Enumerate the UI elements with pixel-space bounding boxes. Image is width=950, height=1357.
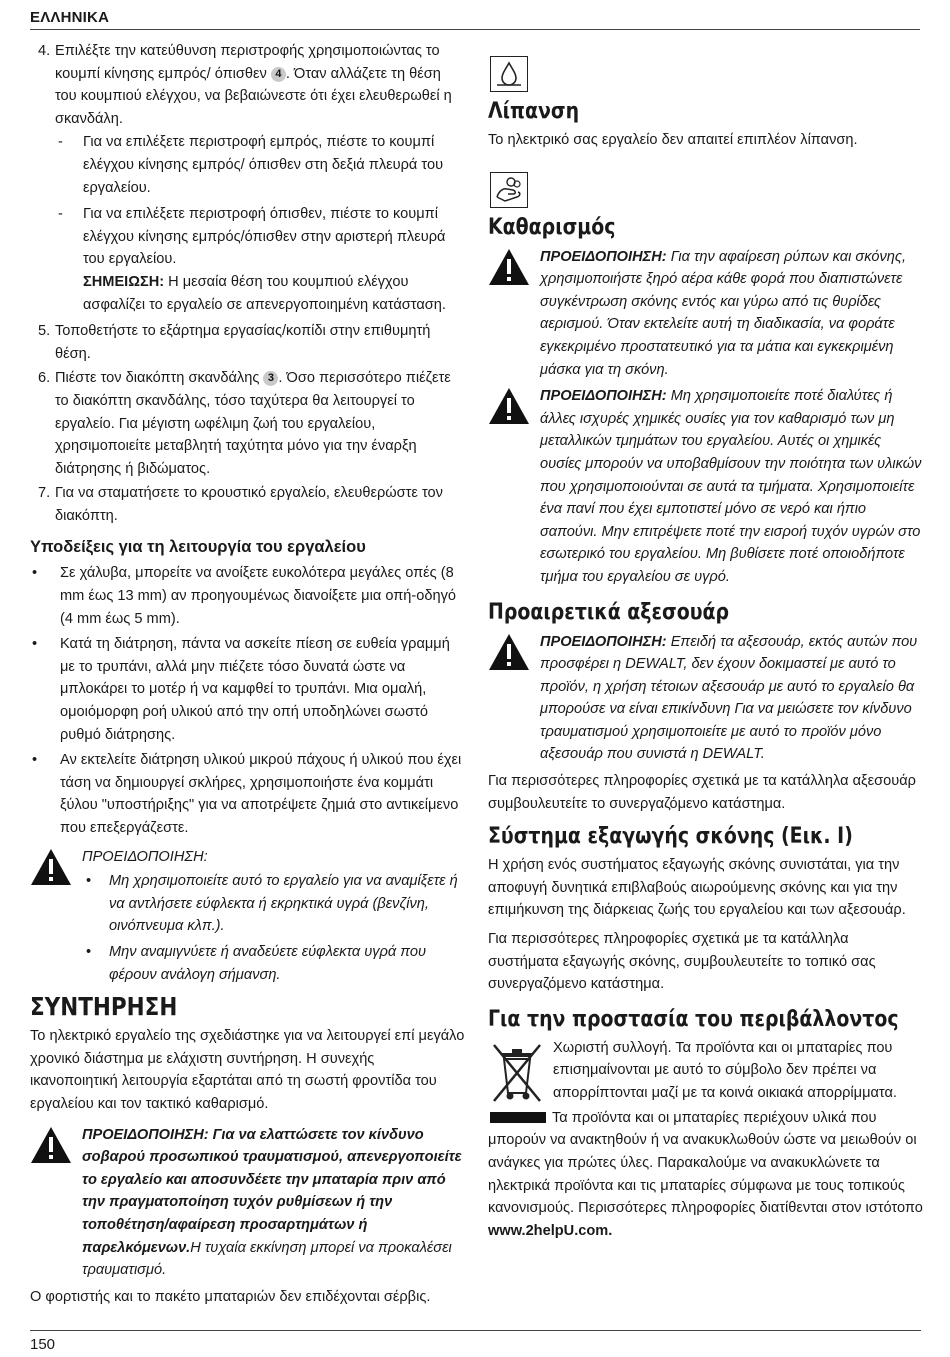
warning-accessories: ΠΡΟΕΙΔΟΠΟΙΗΣΗ: Επειδή τα αξεσουάρ, εκτός αυτών που προσφέρει η DEWALT, δεν έχουν δοκιμαστεί με αυτό το προϊόν, η χρήση τέτοιων αξεσουάρ με αυτό το εργαλείο θα μπορούσε να είναι επικίνδυνη Για να μειώσετε τον κίνδυνο τραυματισμού χρησιμοποιείτε με αυτό το προϊόν μόνο αξεσουάρ που συνιστά η DEWALT.	[488, 631, 923, 767]
environment-heading: Για την προστασία του περιβάλλοντος	[488, 1006, 899, 1032]
warning-triangle-icon	[488, 248, 530, 286]
step-6: 6. Πιέστε τον διακόπτη σκανδάλης 3 . Όσο περισσότερο πιέζετε το διακόπτη σκανδάλης, τόσο ταχύτερα θα λειτουργεί το εργαλείο. Για μέγιστη ωφέλιμη ζωή του εργαλείου, χρησιμοποιείτε μεταβλητή ταχύτητα μόνο για την έναρξη διάτρησης ή βιδώματος.	[38, 370, 451, 477]
recycling-text: Τα προϊόντα και οι μπαταρίες περιέχουν υλικά που μπορούν να ανακτηθούν ή να ανακυκλωθούν ώστε να μειωθούν οι ανάγκες για πρώτες ύλες. Παρακαλούμε να ανακυκλώνετε τα ηλεκτρικά προϊόντα και τις μπαταρίες σύμφωνα με τους τοπικούς κανονισμούς. Περισσότερες πληροφορίες διατίθενται στον ιστότοπο www.2helpU.com.	[488, 1109, 923, 1239]
list-item: • Κατά τη διάτρηση, πάντα να ασκείτε πίεση σε ευθεία γραμμή με το τρυπάνι, αλλά μην πιέζετε τόσο δυνατά ώστε να μπλοκάρει το μοτέρ ή να καμφθεί το τρυπάνι. Μια ομαλή, ομοιόμορφη ροή υλικού από την οπή υποδηλώνει σωστό ρυθμό διάτρησης.	[32, 636, 450, 743]
warning-compressed-air: ΠΡΟΕΙΔΟΠΟΙΗΣΗ: Για την αφαίρεση ρύπων και σκόνης, χρησιμοποιήστε ξηρό αέρα κάθε φορά που διαπιστώνετε συγκέντρωση σκόνης εντός και γύρω από τις θυρίδες αερισμού. Όταν εκτελείτε αυτή τη διαδικασία, να φοράτε εγκεκριμένο προστατευτικό για τα μάτια και εγκεκριμένη μάσκα για τη σκόνη.	[488, 246, 923, 382]
dust-text-1: Η χρήση ενός συστήματος εξαγωγής σκόνης συνιστάται, για την αποφυγή δυνητικά επιβλαβούς αιωρούμενης σκόνης και για την επιμήκυνση της διάρκειας ζωής του εργαλείου και των αξεσουάρ.	[488, 857, 906, 919]
dust-extraction-heading: Σύστημα εξαγωγής σκόνης (Εικ. I)	[488, 824, 853, 850]
dash-item-forward: - Για να επιλέξετε περιστροφή εμπρός, πιέστε το κουμπί ελέγχου κίνησης εμπρός/ όπισθεν στη δεξιά πλευρά του εργαλείου.	[58, 134, 444, 196]
note: ΣΗΜΕΙΩΣΗ: Η μεσαία θέση του κουμπιού ελέγχου ασφαλίζει το εργαλείο σε απενεργοποιημένη κατάσταση.	[83, 273, 446, 313]
dash-item-reverse: - Για να επιλέξετε περιστροφή όπισθεν, πιέστε το κουμπί ελέγχου κίνησης εμπρός/όπισθεν στην αριστερή πλευρά του εργαλείου.	[58, 206, 446, 268]
warning-disconnect: ΠΡΟΕΙΔΟΠΟΙΗΣΗ: Για να ελαττώσετε τον κίνδυνο σοβαρού προσωπικού τραυματισμού, απενεργοποιείτε το εργαλείο και αποσυνδέετε την μπαταρία πριν από την πραγματοποίηση τυχόν ρυθμίσεων ή την τοποθέτηση/αφαίρεση προσαρτημάτων ή παρελκόμενων.Η τυχαία εκκίνηση μπορεί να προκαλέσει τραυματισμό.	[30, 1124, 465, 1282]
hints-heading: Υποδείξεις για τη λειτουργία του εργαλείου	[30, 538, 366, 557]
weee-notice: Χωριστή συλλογή. Τα προϊόντα και οι μπαταρίες που επισημαίνονται με αυτό το σύμβολο δεν πρέπει να απορρίπτονται μαζί με τα κοινά οικιακά απορρίμματα.	[488, 1037, 923, 1107]
reference-callout: 4	[271, 67, 286, 82]
crossed-out-bin-icon	[488, 1039, 546, 1105]
list-item: • Αν εκτελείτε διάτρηση υλικού μικρού πάχους ή υλικού που έχει τάση να δημιουργεί σκλήρες, χρησιμοποιήστε ένα κομμάτι ξύλου "υποστήριξης" για να αποτρέψετε ζημιά στο αντικείμενο που επεξεργάζεστε.	[32, 752, 462, 836]
footer-divider	[30, 1330, 921, 1331]
website-link[interactable]: www.2helpU.com.	[488, 1222, 613, 1239]
dust-text-2: Για περισσότερες πληροφορίες σχετικά με τα κατάλληλα συστήματα εξαγωγής σκόνης, συμβουλευτείτε το τοπικό σας συνεργαζόμενο κατάστημα.	[488, 931, 876, 993]
warning-triangle-icon	[30, 1126, 72, 1164]
list-item: • Σε χάλυβα, μπορείτε να ανοίξετε ευκολότερα μεγάλες οπές (8 mm έως 13 mm) αν προηγουμένως διανοίξετε μια οπή-οδηγό (4 mm έως 5 mm).	[32, 565, 457, 627]
maintenance-text: Το ηλεκτρικό εργαλείο της σχεδιάστηκε για να λειτουργεί επί μεγάλο χρονικό διάστημα με ελάχιστη συντήρηση. Η συνεχής ικανοποιητική λειτουργία εξαρτάται από τη σωστή φροντίδα του εργαλείου και τον τακτικό καθαρισμό.	[30, 1028, 465, 1112]
warning-triangle-icon	[488, 387, 530, 425]
cleaning-heading: Καθαρισμός	[488, 214, 616, 240]
accessories-heading: Προαιρετικά αξεσουάρ	[488, 599, 730, 625]
warning-triangle-icon	[488, 633, 530, 671]
left-column	[30, 40, 465, 1308]
warning-solvents: ΠΡΟΕΙΔΟΠΟΙΗΣΗ: Μη χρησιμοποιείτε ποτέ διαλύτες ή άλλες ισχυρές χημικές ουσίες για τον καθαρισμό των μη μεταλλικών τμημάτων του εργαλείου. Αυτές οι χημικές ουσίες μπορούν να υποβαθμίσουν την ποιότητα των υλικών που χρησιμοποιούνται σε αυτά τα τμήματα. Χρησιμοποιείτε ένα πανί που έχει εμποτιστεί μόνο σε νερό και ήπιο σαπούνι. Μην επιτρέψετε ποτέ την εισροή τυχόν υγρών στο εσωτερικό του εργαλείου. Μη βυθίσετε ποτέ οποιοδήποτε τμήμα του εργαλείου σε υγρό.	[488, 385, 923, 588]
black-bar-marker	[490, 1112, 546, 1123]
lubrication-heading: Λίπανση	[488, 99, 580, 124]
warning-triangle-icon	[30, 848, 72, 886]
reference-callout: 3	[263, 371, 278, 386]
lubrication-text: Το ηλεκτρικό σας εργαλείο δεν απαιτεί επιπλέον λίπανση.	[488, 132, 858, 148]
oil-drop-icon	[490, 56, 528, 92]
cleaning-hands-icon	[490, 172, 528, 208]
charger-text: Ο φορτιστής και το πακέτο μπαταριών δεν επιδέχονται σέρβις.	[30, 1288, 431, 1305]
warning-label: ΠΡΟΕΙΔΟΠΟΙΗΣΗ:	[82, 848, 208, 865]
step-7: 7. Για να σταματήσετε το κρουστικό εργαλείο, ελευθερώστε τον διακόπτη.	[38, 485, 443, 524]
maintenance-heading: ΣΥΝΤΗΡΗΣΗ	[30, 992, 178, 1022]
step-5: 5. Τοποθετήστε το εξάρτημα εργασίας/κοπίδι στην επιθυμητή θέση.	[38, 323, 431, 362]
warning-item: • Μη χρησιμοποιείτε αυτό το εργαλείο για να αναμίξετε ή να αντλήσετε εύφλεκτα ή εκρηκτικά υγρά (βενζίνη, οινόπνευμα κλπ.).	[86, 873, 458, 935]
page-number: 150	[30, 1336, 56, 1353]
accessories-text: Για περισσότερες πληροφορίες σχετικά με τα κατάλληλα αξεσουάρ συμβουλευτείτε το συνεργαζόμενο κατάστημα.	[488, 773, 916, 812]
language-header: ΕΛΛΗΝΙΚΑ	[30, 9, 920, 30]
right-column	[488, 52, 923, 1242]
warning-item: • Μην αναμιγνύετε ή αναδεύετε εύφλεκτα υγρά που φέρουν ανάλογη σήμανση.	[86, 943, 426, 983]
step-4: 4. Επιλέξτε την κατεύθυνση περιστροφής χρησιμοποιώντας το κουμπί κίνησης εμπρός/ όπισθεν 4 . Όταν αλλάζετε τη θέση του κουμπιού ελέγχου, να βεβαιώνεστε ότι έχει ελευθερωθεί η σκανδάλη.	[38, 43, 452, 127]
warning-flammable	[30, 846, 465, 987]
